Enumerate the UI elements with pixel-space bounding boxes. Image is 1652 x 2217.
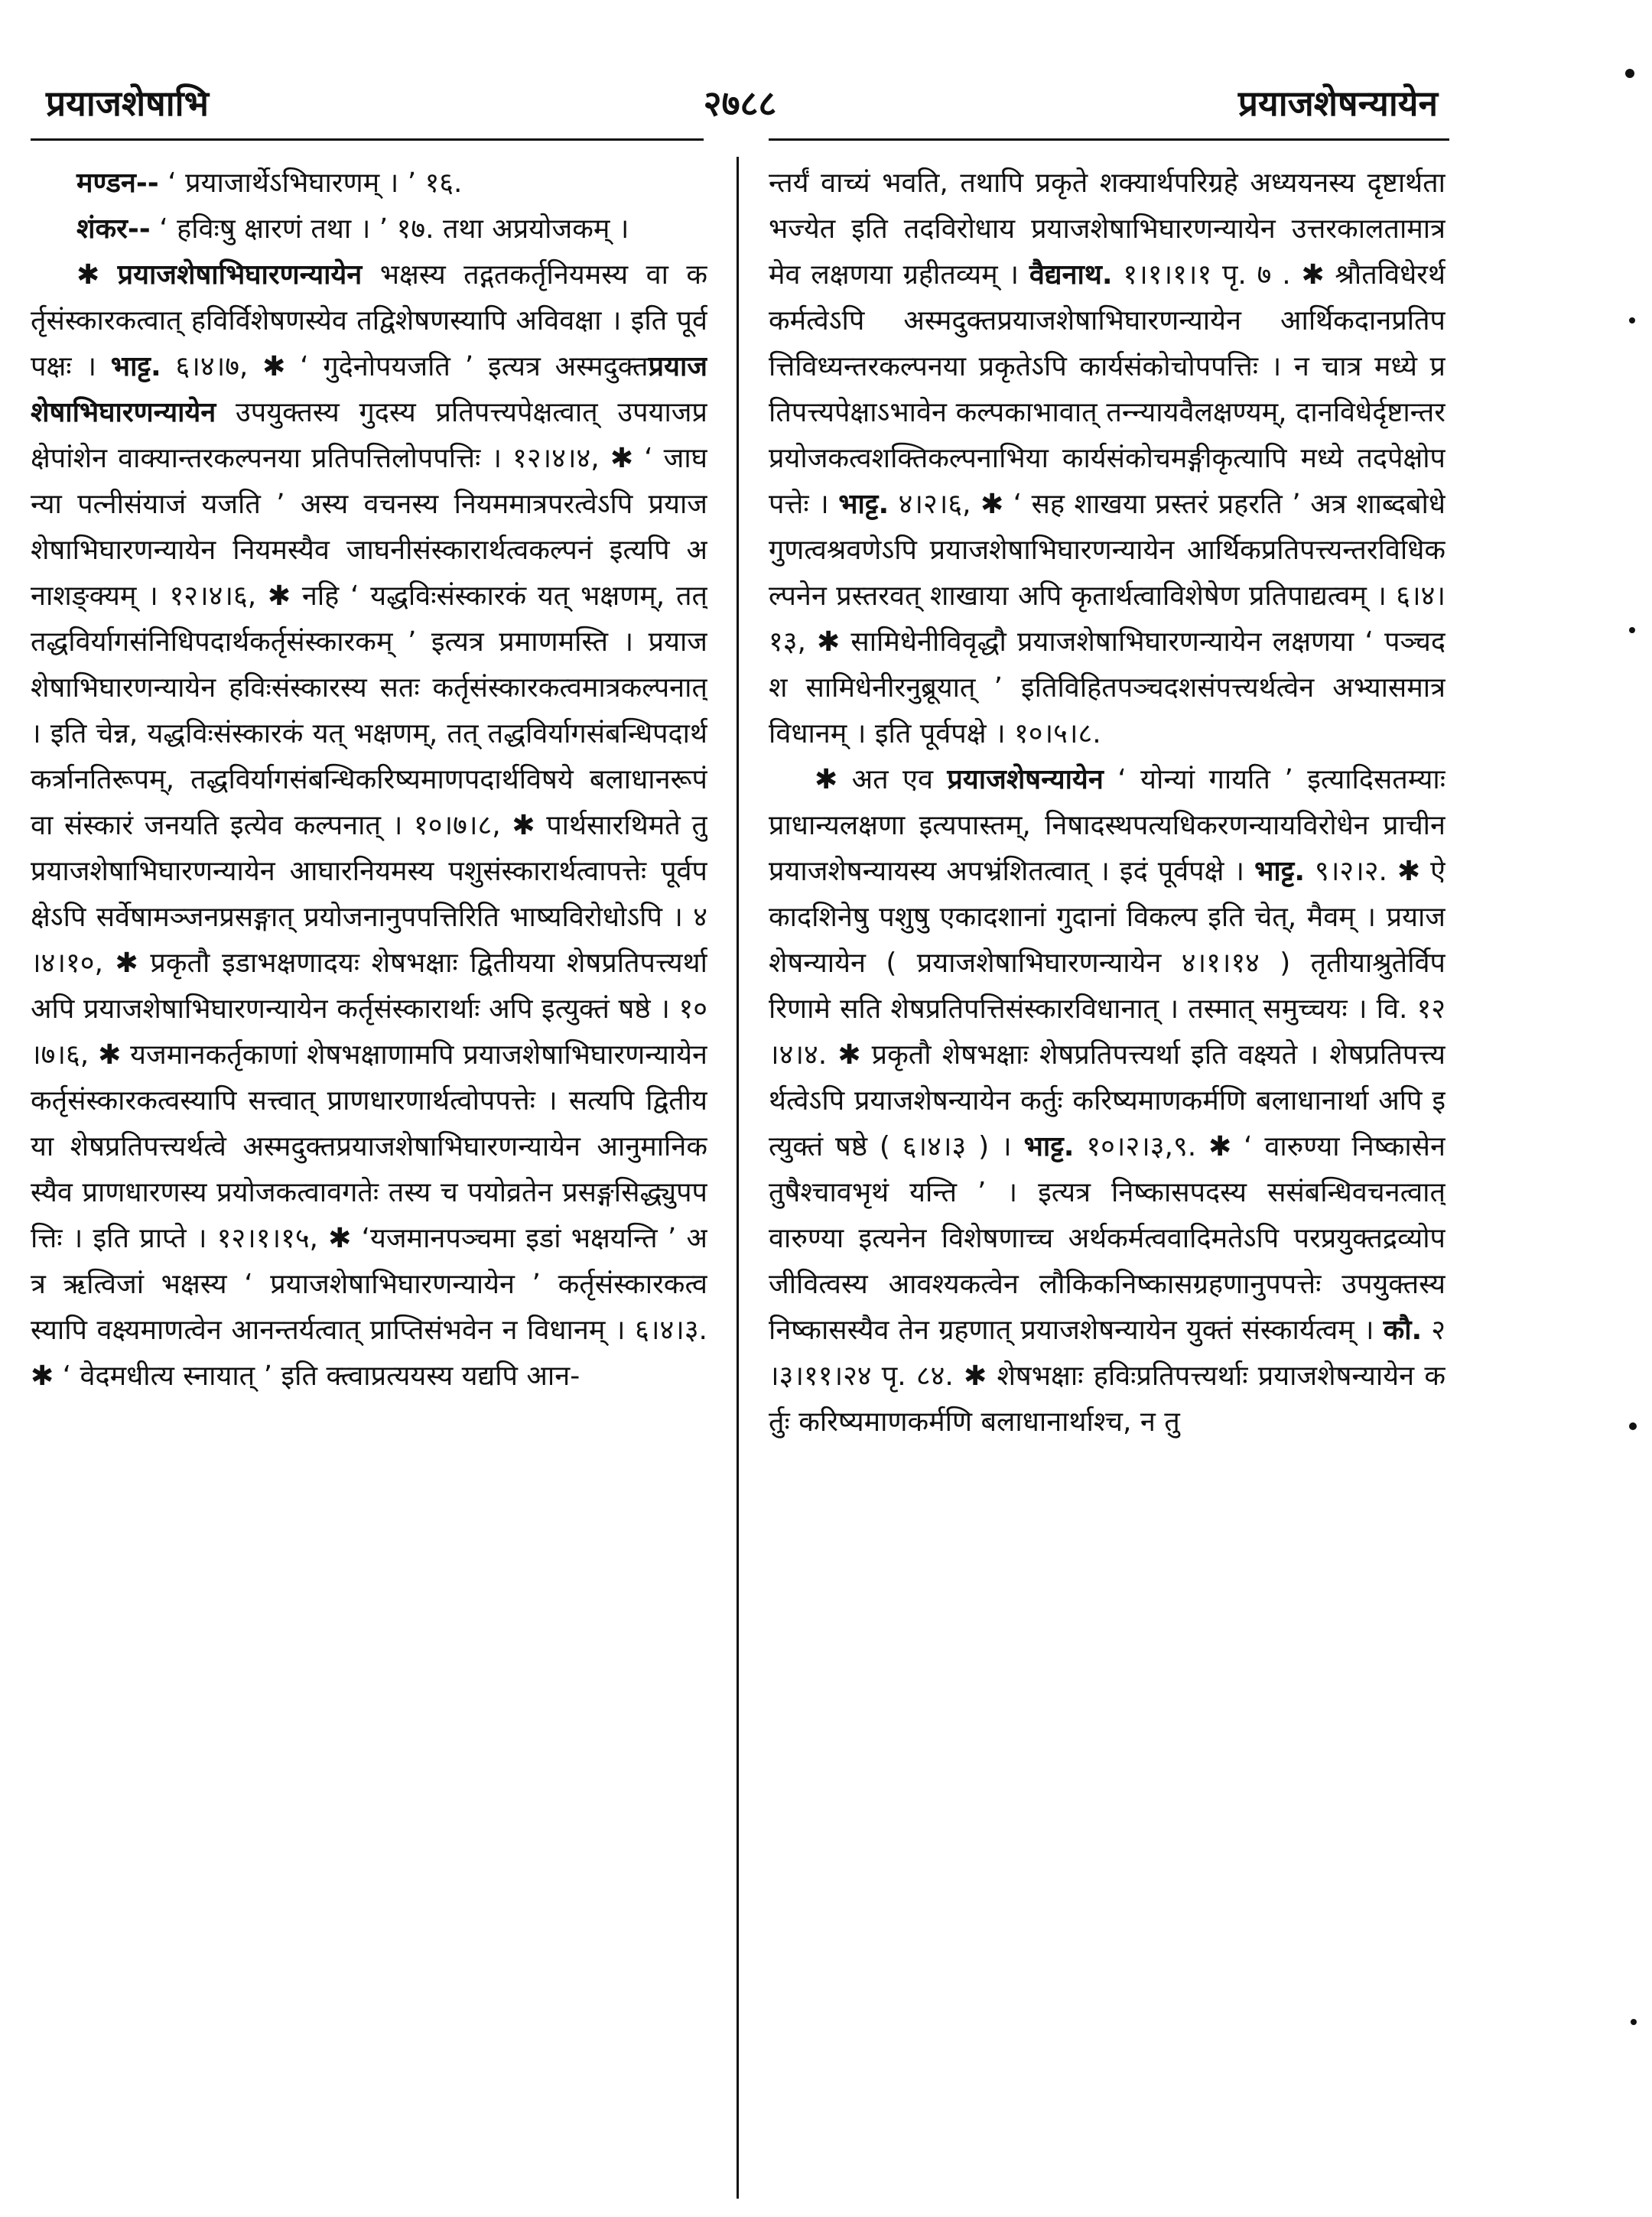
text-run: भक्षस्य तद्गतकर्तृनियमस्य वा कर्तृसंस्कारकत्वात् हविर्विशेषणस्येव तद्विशेषणस्यापि अविवक्षा । इति पूर्वपक्षः । — [31, 259, 707, 382]
header-left-title: प्रयाजशेषाभि — [46, 83, 209, 124]
mandana-entry — [31, 161, 707, 206]
citation-bhatta: भाट्ट. — [110, 351, 161, 382]
mandana-label: मण्डन-- — [76, 167, 159, 199]
running-header — [31, 73, 1449, 134]
text-run: ९।२।२. ✱ ऐकादशिनेषु पशुषु एकादशानां गुदानां विकल्प इति चेत्, मैवम् । प्रयाजशेषन्यायेन ( प्रयाजशेषाभिघारणन्यायेन ४।१।१४ ) तृतीयाश्रुतेर्विपरिणामे सति शेषप्रतिपत्तिसंस्कारविधानात् । तस्मात् समुच्चयः । वि. १२।४।४. ✱ प्रकृतौ शेषभक्षाः शेषप्रतिपत्त्यर्था इति वक्ष्यते । शेषप्रतिपत्त्यर्थत्वेऽपि प्रयाजशेषन्यायेन कर्तुः करिष्यमाणकर्मणि बलाधानार्था अपि इत्युक्तं षष्ठे ( ६।४।३ ) । — [769, 856, 1446, 1162]
right-paragraph-1 — [769, 161, 1446, 757]
headword: प्रयाजशेषन्यायेन — [947, 764, 1104, 795]
left-column — [31, 161, 707, 2187]
text-run: ६।४।७, ✱ ‘ गुदेनोपयजति ’ इत्यत्र अस्मदुक्त — [175, 351, 649, 382]
citation-kaustubha: कौ. — [1383, 1315, 1423, 1346]
margin-speck — [1631, 2019, 1637, 2025]
page-number: २७८८ — [703, 83, 777, 124]
headword: प्रयाजशेषाभिघारणन्यायेन — [31, 351, 707, 428]
star-mark: ✱ — [76, 259, 100, 291]
shankara-text: ‘ हविःषु क्षारणं तथा । ’ १७. तथा अप्रयोजकम् । — [159, 213, 629, 245]
citation-bhatta: भाट्ट. — [838, 489, 889, 520]
text-run: उपयुक्तस्य गुदस्य प्रतिपत्त्यपेक्षत्वात् उपयाजप्रक्षेपांशेन वाक्यान्तरकल्पनया प्रतिपत्तिलोपपत्तिः । १२।४।४, ✱ ‘ जाघन्या पत्नीसंयाजं यजति ’ अस्य वचनस्य नियममात्रपरत्वेऽपि प्रयाजशेषाभिघारणन्यायेन नियमस्यैव जाघनीसंस्कारार्थत्वकल्पनं इत्यपि अनाशङ्क्यम् । १२।४।६, ✱ नहि ‘ यद्धविःसंस्कारकं यत् भक्षणम्, तत् तद्धविर्यागसंनिधिपदार्थकर्तृसंस्कारकम् ’ इत्यत्र प्रमाणमस्ति । प्रयाजशेषाभिघारणन्यायेन हविःसंस्कारस्य सतः कर्तृसंस्कारकत्वमात्रकल्पनात् । इति चेन्न, यद्धविःसंस्कारकं यत् भक्षणम्, तत् तद्धविर्यागसंबन्धिपदार्थकर्त्रानतिरूपम्, तद्धविर्यागसंबन्धिकरिष्यमाणपदार्थविषये बलाधानरूपं वा संस्कारं जनयति इत्येव कल्पनात् । १०।७।८, ✱ पार्थसारथिमते तु प्रयाजशेषाभिघारणन्यायेन आघारनियमस्य पशुसंस्कारार्थत्वापत्तेः पूर्वपक्षेऽपि सर्वेषामञ्जनप्रसङ्गात् प्रयोजनानुपपत्तिरिति भाष्यविरोधोऽपि । ४।४।१०, ✱ प्रकृतौ इडाभक्षणादयः शेषभक्षाः द्वितीयया शेषप्रतिपत्त्यर्था अपि प्रयाजशेषाभिघारणन्यायेन कर्तृसंस्कारार्थाः अपि इत्युक्तं षष्ठे । १०।७।६, ✱ यजमानकर्तृकाणां शेषभक्षाणामपि प्रयाजशेषाभिघारणन्यायेन कर्तृसंस्कारकत्वस्यापि सत्त्वात् प्राणधारणार्थत्वोपपत्तेः । सत्यपि द्वितीयया शेषप्रतिपत्त्यर्थत्वे अस्मदुक्तप्रयाजशेषाभिघारणन्यायेन आनुमानिकस्यैव प्राणधारणस्य प्रयोजकत्वावगतेः तस्य च पयोव्रतेन प्रसङ्गसिद्ध्युपपत्तिः । इति प्राप्ते । १२।१।१५, ✱ ‘यजमानपञ्चमा इडां भक्षयन्ति ’ अत्र ऋत्विजां भक्षस्य ‘ प्रयाजशेषाभिघारणन्यायेन ’ कर्तृसंस्कारकत्वस्यापि वक्ष्यमाणत्वेन आनन्तर्यत्वात् प्राप्तिसंभवेन न विधानम् । ६।४।३. ✱ ‘ वेदमधीत्य स्नायात् ’ इति क्त्वाप्रत्ययस्य यद्यपि आन- — [31, 397, 707, 1392]
right-paragraph-2 — [769, 757, 1446, 1445]
margin-speck — [1629, 1422, 1637, 1430]
shankara-label: शंकर-- — [76, 213, 151, 245]
text-run: ४।२।६, ✱ ‘ सह शाखया प्रस्तरं प्रहरति ’ अत्र शाब्दबोधे गुणत्वश्रवणेऽपि प्रयाजशेषाभिघारणन्यायेन आर्थिकप्रतिपत्त्यन्तरविधिकल्पनेन प्रस्तरवत् शाखाया अपि कृतार्थत्वाविशेषेण प्रतिपाद्यत्वम् । ६।४।१३, ✱ सामिधेनीविवृद्धौ प्रयाजशेषाभिघारणन्यायेन लक्षणया ‘ पञ्चदश सामिधेनीरनुब्रूयात् ’ इतिविहितपञ्चदशसंपत्त्यर्थत्वेन अभ्यासमात्रविधानम् । इति पूर्वपक्षे । १०।५।८. — [769, 489, 1446, 749]
headword: प्रयाजशेषाभिघारणन्यायेन — [117, 259, 363, 291]
margin-speck — [1629, 627, 1635, 633]
text-run: १।१।१।१ पृ. ७ . ✱ श्रौतविधेरर्थकर्मत्वेऽपि अस्मदुक्तप्रयाजशेषाभिघारणन्यायेन आर्थिकदानप्रतिपत्तिविध्यन्तरकल्पनया प्रकृतेऽपि कार्यसंकोचोपपत्तिः । न चात्र मध्ये प्रतिपत्त्यपेक्षाऽभावेन कल्पकाभावात् तन्न्यायवैलक्षण्यम्, दानविधेर्दृष्टान्तरप्रयोजकत्वशक्तिकल्पनाभिया कार्यसंकोचमङ्गीकृत्यापि मध्ये तदपेक्षोपपत्तेः । — [769, 259, 1446, 520]
header-rule-right — [769, 138, 1449, 141]
text-run: २।३।११।२४ पृ. ८४. ✱ शेषभक्षाः हविःप्रतिपत्त्यर्थाः प्रयाजशेषन्यायेन कर्तुः करिष्यमाणकर्मणि बलाधानार्थाश्च, न तु — [769, 1315, 1446, 1438]
header-rule-left — [31, 138, 704, 141]
page — [31, 73, 1449, 2199]
text-run: ✱ अत एव — [815, 764, 933, 795]
header-right-title: प्रयाजशेषन्यायेन — [1237, 83, 1438, 124]
citation-bhatta: भाट्ट. — [1254, 856, 1306, 887]
citation-bhatta: भाट्ट. — [1023, 1131, 1075, 1162]
shankara-entry — [31, 206, 707, 252]
left-paragraph — [31, 252, 707, 1399]
text-run: न्तर्यं वाच्यं भवति, तथापि प्रकृते शक्यार्थपरिग्रहे अध्ययनस्य दृष्टार्थता भज्येत इति तदविरोधाय प्रयाजशेषाभिघारणन्यायेन उत्तरकालतामात्रमेव लक्षणया ग्रहीतव्यम् । — [769, 167, 1446, 291]
margin-speck — [1629, 317, 1635, 323]
text-run: ‘ योन्यां गायति ’ इत्यादिसतम्याः प्राधान्यलक्षणा इत्यपास्तम्, निषादस्थपत्यधिकरणन्यायविरोधेन प्राचीनप्रयाजशेषन्यायस्य अपभ्रंशितत्वात् । इदं पूर्वपक्षे । — [769, 764, 1446, 887]
text-run: १०।२।३,९. ✱ ‘ वारुण्या निष्कासेन तुषैश्चावभृथं यन्ति ’ । इत्यत्र निष्कासपदस्य ससंबन्धिवचनत्वात् वारुण्या इत्यनेन विशेषणाच्च अर्थकर्मत्ववादिमतेऽपि परप्रयुक्तद्रव्योपजीवित्वस्य आवश्यकत्वेन लौकिकनिष्कासग्रहणानुपपत्तेः उपयुक्तस्य निष्कासस्यैव तेन ग्रहणात् प्रयाजशेषन्यायेन युक्तं संस्कार्यत्वम् । — [769, 1131, 1446, 1346]
column-divider — [737, 157, 739, 2199]
margin-speck — [1625, 69, 1634, 78]
right-column — [769, 161, 1446, 2187]
mandana-text: ‘ प्रयाजार्थेऽभिघारणम् । ’ १६. — [167, 167, 463, 199]
citation-vaidyanatha: वैद्यनाथ. — [1029, 259, 1113, 291]
